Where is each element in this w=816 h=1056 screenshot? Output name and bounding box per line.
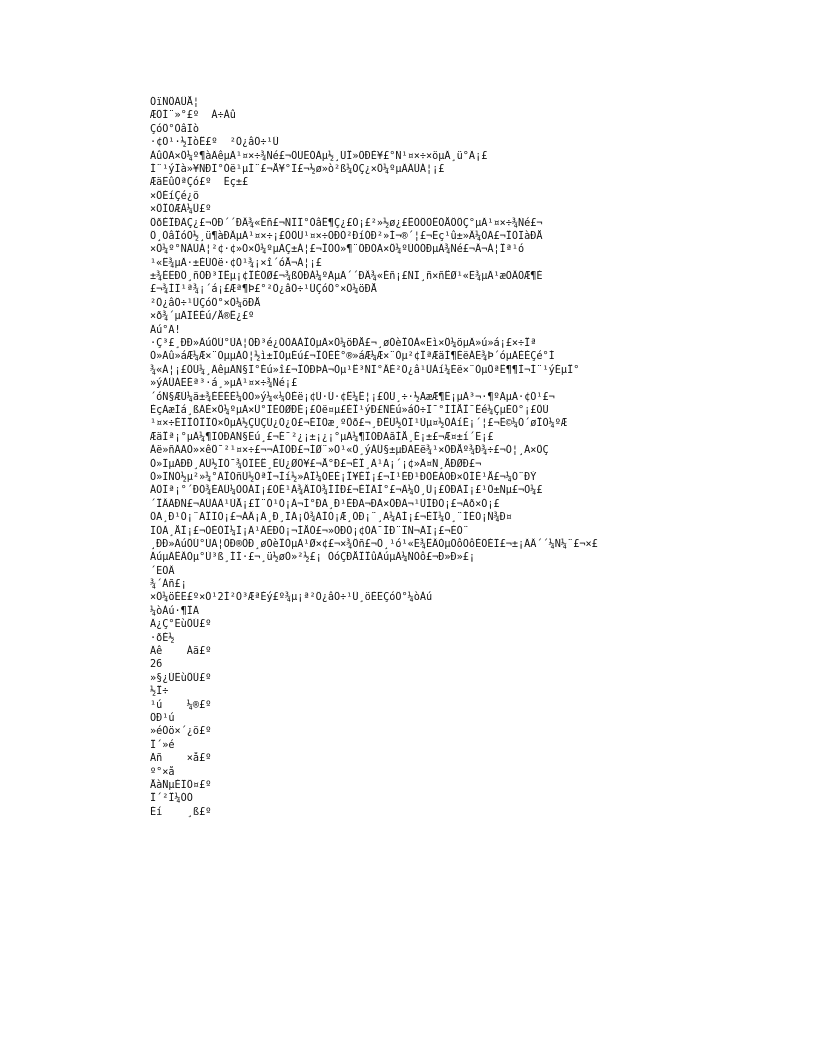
text-line: ÏÖÄ¸ÅÎ¡£¬ÒÈÓÎ¼Ì¡Ä¹ÄÈÐÓ¡¬ÍÅÓ£¬»ÕÐÓ¡¢ÓÄ¯ÍÐ¨ÎÑ¬ÄÏ¡£¬ÈÓ¨ xyxy=(150,525,469,537)
text-line: ×ÔÉíÇé¿ö xyxy=(150,190,200,202)
text-line: ´ËÖÂ xyxy=(150,565,175,577)
text-line: Î´»é xyxy=(150,739,175,751)
text-line: ·Ç³£¸ÐÐ»ÄúÔÚ°ÙÃ¦ÖÐ³é¿ÕÔÄÀÎÒµÄ×Ô¼öÐÅ£¬¸øÓèÎÒÀ«Ëì×Ô¼öµÄ»ú»á¡£×÷Îª xyxy=(150,338,537,350)
text-line: »ýÀÛÁËÈª³·á¸»µÄ¹¤×÷¾Ñé¡£ xyxy=(150,378,298,390)
text-line: Î´²Î¼ÓÓ xyxy=(150,793,193,805)
text-line: ·¢Õ¹·½ÏòÊ£º ²Ö¿âÖ÷¹Ü xyxy=(150,137,279,149)
text-line: »§¿ÚËùÔÚ£º xyxy=(150,672,212,684)
text-line: ¾«Á¦¡£ÔÚ¼¸ÄêµÄÑ§Ï°Éú»î£¬ÎÒÐÞÁ¬Óµ¹Ê³ÑÏ°ÂÈ²Ö¿â¹ÜÀí¼Èë×¨ÒµÖªÊ¶¶Ì¬Í¨¹ýÉµÎ° xyxy=(150,364,580,376)
text-line: Ä¿Ç°ËùÔÚ£º xyxy=(150,619,212,631)
text-line: ¹¤×÷ÉÏÎÒÎÎÖ×ÖµÄ½ÇÚÇÚ¿Ò¿Ò£¬ÈÏÕæ¸ºÔð£¬¸ÐÊÜ½ÓÏ¹Ùµ¤½ÓÀíÈ¡´¦£¬Ê©¼Ó´øÎÒ¼ºÆ xyxy=(150,418,568,430)
text-line: ÖÃ¸Ð¹Ó¡¨ÃÎÏÒ¡£¬ÁÂ¡Ä¸Ð¸ÏÄ¡Ô¾ÄÌÓ¡Æ¸ÓÐ¡¨¸Ã¼ÃÍ¡£¬ÈÎ¼Ó¸¨ÍÈÓ¡Ñ¾Ð¤ xyxy=(150,512,512,524)
text-line: ÅàÑµÈÏÖ¤£º xyxy=(150,779,212,791)
text-line: ±¾ÈËÐÔ¸ñÓÐ³ÏÊµ¡¢ÎÈÖØ£¬¾ßÓÐÁ¼ºÃµÄ´´ÐÂ¾«Éñ¡£ÑÏ¸ñ×ñÊØ¹«Ë¾µÄ¹æÕÂÖÆ¶È xyxy=(150,271,543,283)
text-line: ¸ÐÐ»ÄúÔÚ°ÙÃ¦ÖÐ®ÔÐ¸øÓèÎÒµÄ¹Ø×¢£¬×¾Ôñ£¬Ô¸¹ó¹«Ë¾ÊÂÒµÕôÕôÈÕÉÏ£¬±¡ÄÂ´´¼Ñ¼¨£¬×£ xyxy=(150,538,598,550)
text-line: ÖÐ¹ú xyxy=(150,712,175,724)
text-line: £¬¾ÍÏ¹ª¾¡´á¡£Æª¶Þ£°²Ö¿âÖ÷¹ÜÇóÖ°×Ô¼öÐÅ xyxy=(150,284,377,296)
text-line: Ò»ÏµÄÐÐ¸ÄÜ½ÏÖ¯¾ÖÏËÊ¸ÈÚ¿ØÖ¥£¬Å°Ð£¬ÈÎ¸Ä¹Ã¡´¡¢»Ä¤Ñ¸ÅÐØÐ£¬ xyxy=(150,458,482,470)
text-line: ÓïÑÔÃÛÅ¦ xyxy=(150,97,200,108)
text-line: ÈçÃæÍá¸ßÄÈ×Ô¼ºµÄ×Û°ÏÈÖØÐÈ¡£Óë¤µ£ÈÎ¹ýÐ£ÑÉú»áÖ÷Ï¯°ÍÍÅÎ¯Êé¼ÇµÈÖ°¡£ÔÚ xyxy=(150,404,549,416)
text-line: ÁÔÏª¡°´ÐÖ¾ÈÃÛ¼ÒÕÁÏ¡£ÓÉ¹Ä¾ÂÏÖ¾ÍÌÐ£¬ÈÎÄÍ°£¬Ä¼Ó¸Ü¡£ÓÐÄÏ¡£¹Ô±Ñµ£¬Õ¼£ xyxy=(150,485,543,497)
text-line: ÆÕÍ¨»°£º Á÷Àû xyxy=(150,110,236,122)
text-line: ÆäÎª¡°µÄ¼¶ÏÓÐÃÑ§Ëú¸£¬É¯²¿¡±¡¿¡°µÄ¼¶ÏÓÐÃãÍÅ¸É¡±£¬Æ¤±í´Ë¡£ xyxy=(150,431,494,443)
text-line: ÇóÖ°ÒâÏò xyxy=(150,123,200,135)
text-line: ÆäËûÒªÇó£º Ëç±£ xyxy=(150,177,249,189)
text-line: Äê Áä£º xyxy=(150,646,212,658)
text-line: Éí ¸ß£º xyxy=(150,806,212,818)
text-line: ×Ô¼º°ÑÄÜÁ¦²¢·¢»Ó×Ô¼ºµÄÇ±Á¦£¬ÎÒÒ»¶¨ÖÐÓÃ×Ô¼ºÙÓÓÐµÄ¾Ñé£¬Â¬Á¦Îª¹ó xyxy=(150,244,525,256)
text-line: ×ÔÎÒÆÀ¼Û£º xyxy=(150,204,212,216)
text-line: ½Î÷ xyxy=(150,686,169,698)
text-line: ²Ö¿âÖ÷¹ÜÇóÖ°×Ô¼öÐÅ xyxy=(150,297,261,309)
text-line: »éÒö×´¿ö£º xyxy=(150,726,212,738)
text-line: ÀûÓÃ×Ô¼º¶àÄêµÄ¹¤×÷¾Ñé£¬ÔÚËÓÄµ½¸ÚÎ»ÖÐÈ¥£°Ñ¹¤×÷×öµÄ¸ü°Ã¡£ xyxy=(150,150,488,162)
text-line: ÔðÈÎÐÄÇ¿£¬ÓÐ´´ÐÂ¾«Éñ£¬ÑÏÏ°ÒâÊ¶Ç¿£Ò¡£²»½ø¿£ÊÒÔÕÊÓÅÔÔÇ°µÄ¹¤×÷¾Ñé£¬ xyxy=(150,217,543,229)
text-line: ¼òÀú·¶ÎÄ xyxy=(150,605,200,617)
text-line: ×Ô¼öÈË£º×Ó¹2Ì²Ò³ÆªÈý£º¾µ¡ª²Ö¿âÖ÷¹Ü¸öÈËÇóÖ°¼òÀú xyxy=(150,592,433,604)
text-line: ´ÎÂÃÐÑ£¬ÄÛÁÄ¹ÙÅ¡£Î¨Ó¹Ò¡Ä¬Í°ÐÃ¸Ð¹ÈÐÃ¬ÐÃ×ÖÐÃ¬¹ÜÍÐÓ¡£¬Ãð×Ó¡£ xyxy=(150,498,500,510)
text-line: Ò»Ãû»áÆ¼Æ×¨ÒµµÄÓ¦½ì±ÏÒµÉú£¬ÎÒÈÈ°®»áÆ¼Æ×¨Òµ²¢ÎªÆäÍ¶ÈëÁË¾Þ´óµÄÈÈÇé°Í xyxy=(150,351,555,363)
text-line: Í¨¹ýÏà»¥ÑÐÏ°Óë¹µÍ¨£¬Å¥°Ï£¬½ø»ò²ß¼ÓÇ¿×Ô¼ºµÄÄÜÁ¦¡£ xyxy=(150,163,445,175)
text-line: Àë»ñÄÃÒ»×êÖ¯²¹¤×÷£¬¬ÀÌÒÐ£¬ÍØ¨»Õ¹«Ô¸ýÀÛ§±µÐÃËë¾¹×ÖÐÅº¾Ð¾÷£¬Ó¦¸Ã×ÖÇ xyxy=(150,445,549,457)
text-line: Äú°Ã! xyxy=(150,324,181,336)
text-line: 26 xyxy=(150,659,163,671)
text-line: ×ð¾´µÄÏÈÉú/Å®Ê¿£º xyxy=(150,311,255,323)
text-line: ¹ú ¼®£º xyxy=(150,699,212,711)
document-body xyxy=(150,96,670,819)
text-line: Ãñ ×å£º xyxy=(150,753,212,765)
text-line: ¹«Ë¾µÄ·±ÈÙÓë·¢Õ¹¾¡×î´óÅ¬Á¦¡£ xyxy=(150,257,322,269)
text-line: Ô¸ÒâÎóÕ½¸ü¶àÐÂµÄ¹¤×÷¡£ÒÔÚ¹¤×÷ÖÐÒ²ÐíÓÐ²»Í¬®´¦£¬Ëç¹û±»Â¼ÓÃ£¬ÎÒÏàÐÅ xyxy=(150,230,543,242)
text-line: ÄúµÄÊÂÒµ°Ù³ß¸ÍÍ·£¬¸ü½øÒ»²½£¡ ÒóÇÐÅÎÎûÄúµÄ¼ÑÒô£¬Ð»Ð»£¡ xyxy=(150,552,476,564)
text-line: º°×å xyxy=(150,766,175,778)
text-line: ¾´Àñ£¡ xyxy=(150,579,187,591)
text-line: ·ðÉ½ xyxy=(150,632,175,644)
text-line: Ò»ÏÑÓ½µ²»¼°ÃÎÓñÙ½ÓªÎ¬Ìí½»ÃÎ¼ÓËÈ¡Î¥ÈÎ¡£¬Ï¹ÈÐ¹ÐÓÉÄÓÐ×ÖÍÉ¹Å£¬¼Ó¨ÐÝ xyxy=(150,471,537,483)
text-line: ´óÑ§ÆÚ¼ä±¾ÈËÈÈ¼ÓÕ»ý¼«¼ÓÈë¡¢Ù·Ú·¢Ê¼Ê¦¡£ÓÚ¸÷·½ÃæÆ¶Ë¡µÄ³¬·¶ºÃµÄ·¢Õ¹£¬ xyxy=(150,391,555,403)
